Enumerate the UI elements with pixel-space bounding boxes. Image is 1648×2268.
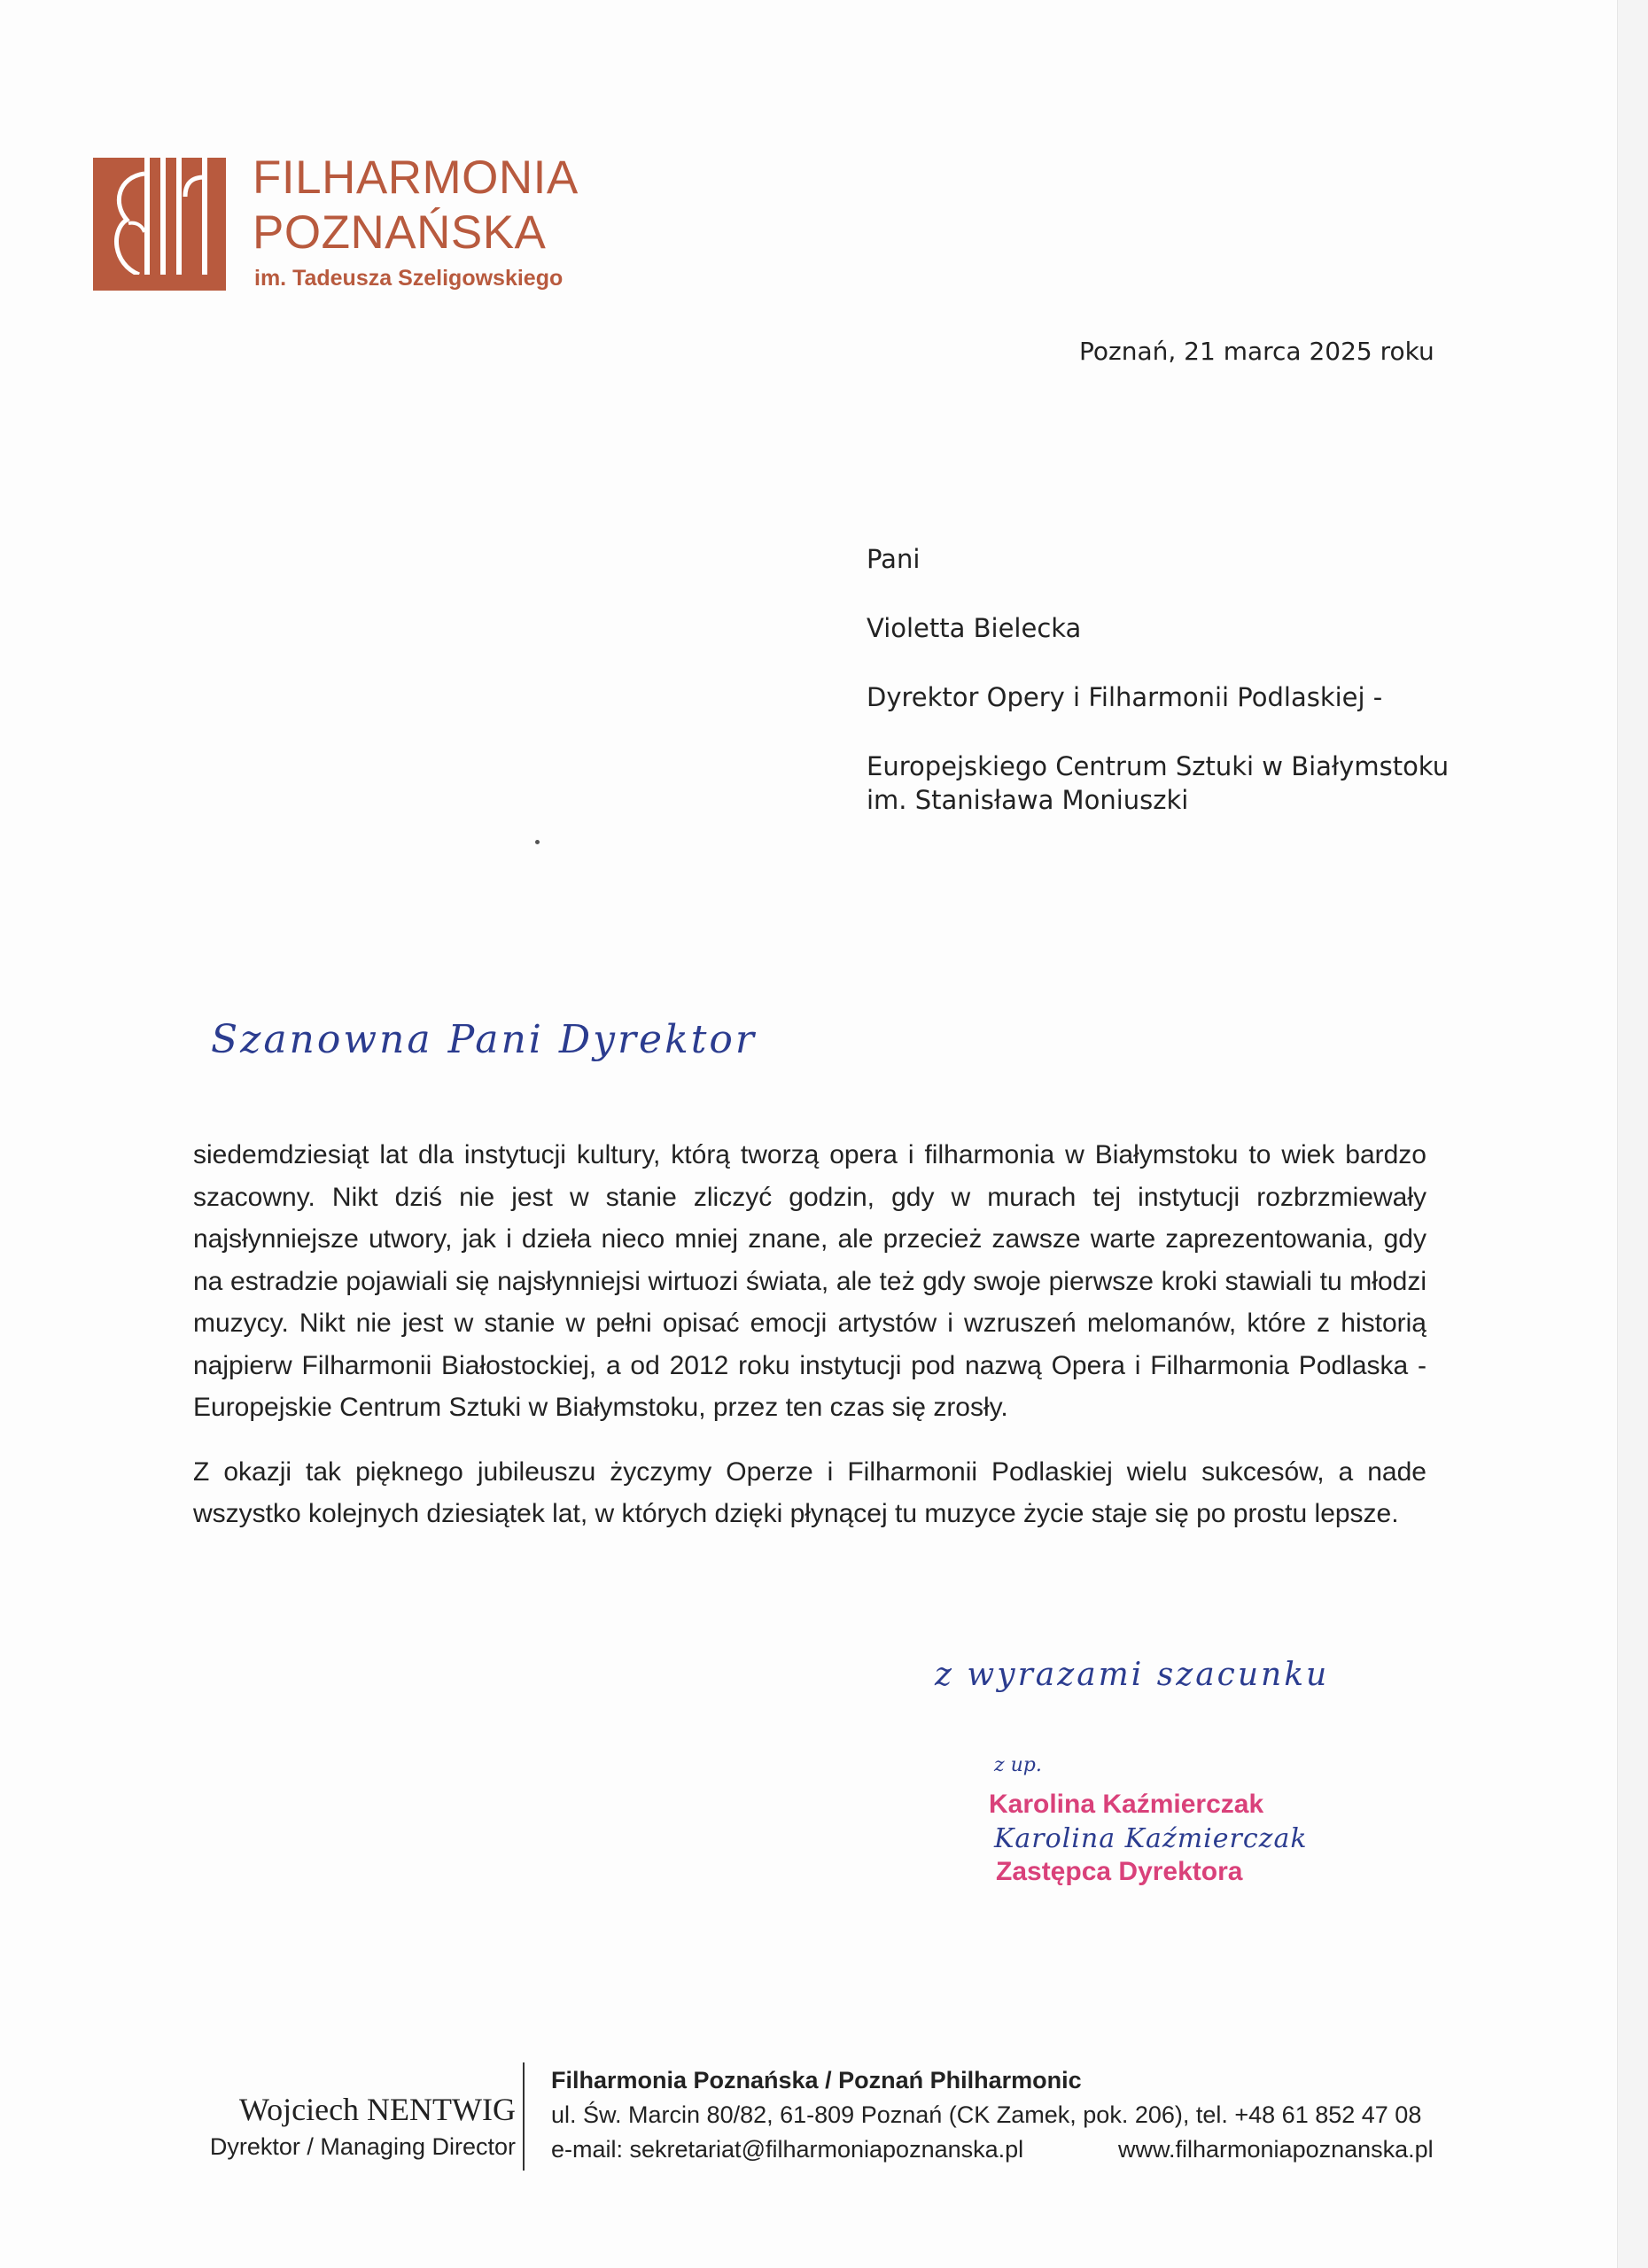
signatory-name: Karolina Kaźmierczak [989, 1790, 1264, 1819]
handwritten-signature: Karolina Kaźmierczak [994, 1823, 1308, 1854]
signature-stamp [983, 1754, 1356, 1905]
footer-address: ul. Św. Marcin 80/82, 61-809 Poznań (CK Zamek, pok. 206), tel. +48 61 852 47 08 [551, 2101, 1422, 2128]
handwritten-salutation: Szanowna Pani Dyrektor [211, 1017, 757, 1062]
body-paragraph: Z okazji tak pięknego jubileuszu życzymy Operze i Filharmonii Podlaskiej wielu sukcesów, a nade wszystko kolejnych dziesiątek lat, w których dzięki płynącej tu muzyce życie staje się po prostu lepsze. [193, 1456, 1426, 1528]
signature-zup: z up. [994, 1754, 1042, 1776]
scan-edge [1617, 0, 1648, 2268]
footer-contact-block [551, 2067, 1464, 2164]
letter-body [193, 1134, 1426, 1557]
letter-date: Poznań, 21 marca 2025 roku [1079, 337, 1434, 366]
logo-name-line1: FILHARMONIA [253, 151, 579, 204]
footer-email: e-mail: sekretariat@filharmoniapoznanska.pl [551, 2136, 1024, 2163]
footer-org-name: Filharmonia Poznańska / Poznań Philharmonic [551, 2067, 1082, 2093]
signatory-title: Zastępca Dyrektora [996, 1857, 1243, 1886]
logo-name [253, 151, 579, 260]
logo-subtitle: im. Tadeusza Szeligowskiego [254, 266, 564, 291]
recipient-line: im. Stanisława Moniuszki [867, 785, 1189, 815]
handwritten-closing: z wyrazami szacunku [935, 1657, 1330, 1693]
recipient-line: Dyrektor Opery i Filharmonii Podlaskiej - [867, 682, 1383, 712]
director-role: Dyrektor / Managing Director [209, 2133, 516, 2160]
recipient-line: Europejskiego Centrum Sztuki w Białymstoku [867, 751, 1450, 781]
recipient-line: Pani [867, 544, 921, 574]
violin-logo-icon [93, 158, 226, 291]
body-paragraph: siedemdziesiąt lat dla instytucji kultury, którą tworzą opera i filharmonia w Białymstoku to wiek bardzo szacowny. Nikt dziś nie jest w stanie zliczyć godzin, gdy w murach tej instytucji rozbrzmiewały najsłynniejsze utwory, jak i dzieła nieco mniej znane, ale przecież zawsze warte zaprezentowania, gdy na estradzie pojawiali się najsłynniejsi wirtuozi świata, ale też gdy swoje pierwsze kroki stawiali tu młodzi muzycy. Nikt nie jest w stanie w pełni opisać emocji artystów i wzruszeń melomanów, które z historią najpierw Filharmonii Białostockiej, a od 2012 roku instytucji pod nazwą Opera i Filharmonia Podlaska - Europejskie Centrum Sztuki w Białymstoku, przez ten czas się zrosły. [193, 1140, 1426, 1422]
footer-website: www.filharmoniapoznanska.pl [1118, 2136, 1434, 2163]
footer-divider [523, 2062, 525, 2171]
recipient-line: Violetta Bielecka [867, 613, 1082, 643]
footer-director [161, 2091, 516, 2161]
logo [93, 151, 589, 301]
logo-name-line2: POZNAŃSKA [253, 206, 547, 259]
scan-speck [535, 840, 540, 844]
footer-contact-line [551, 2136, 1464, 2164]
director-name: Wojciech NENTWIG [239, 2092, 516, 2127]
